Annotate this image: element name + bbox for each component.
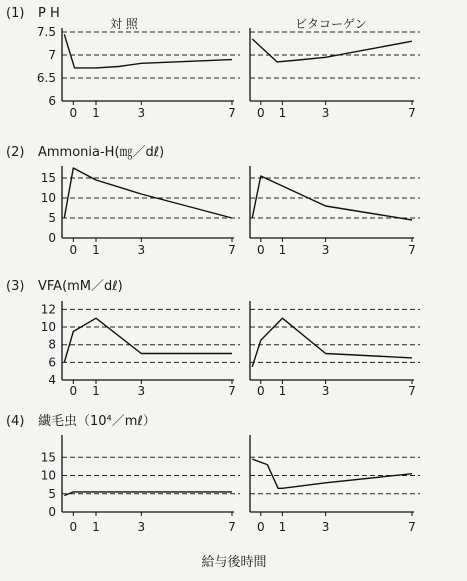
x-tick-label: 0 bbox=[69, 243, 78, 257]
panel-label: (2) bbox=[6, 145, 25, 160]
x-tick-label: 1 bbox=[92, 384, 100, 398]
x-tick-label: 3 bbox=[321, 243, 330, 257]
chart-1 bbox=[6, 6, 420, 120]
y-tick-label: 10 bbox=[40, 191, 56, 205]
x-tick-label: 0 bbox=[256, 106, 265, 120]
chart-title: P H bbox=[38, 6, 60, 21]
x-tick-label: 3 bbox=[137, 384, 146, 398]
panel-subtitle: 対 照 bbox=[110, 17, 138, 31]
panel-left bbox=[62, 301, 240, 398]
y-tick-label: 10 bbox=[40, 468, 56, 483]
series-line bbox=[252, 318, 412, 367]
series-line bbox=[64, 34, 232, 68]
x-tick-label: 0 bbox=[69, 384, 78, 398]
series-line bbox=[64, 168, 232, 218]
chart-title: Ammonia-H(㎎／dℓ) bbox=[38, 145, 165, 160]
panel-right bbox=[250, 301, 420, 398]
y-tick-label: 8 bbox=[48, 337, 56, 352]
chart-3 bbox=[6, 279, 420, 398]
panel-label: (4) bbox=[6, 414, 25, 429]
x-tick-label: 0 bbox=[256, 384, 265, 398]
x-tick-label: 0 bbox=[69, 520, 78, 534]
y-tick-label: 0 bbox=[48, 505, 56, 519]
y-tick-label: 5 bbox=[48, 211, 56, 225]
x-tick-label: 1 bbox=[278, 106, 287, 120]
panel-left bbox=[62, 166, 240, 257]
panel-label: (3) bbox=[6, 279, 25, 294]
y-tick-label: 6 bbox=[48, 94, 56, 108]
x-tick-label: 7 bbox=[408, 243, 416, 257]
x-tick-label: 0 bbox=[69, 106, 78, 120]
y-tick-label: 4 bbox=[48, 373, 56, 387]
chart-title: 繊毛虫（10⁴／mℓ） bbox=[38, 414, 156, 429]
x-tick-label: 7 bbox=[228, 520, 236, 534]
chart-4 bbox=[6, 413, 420, 534]
y-tick-label: 7.5 bbox=[36, 25, 56, 39]
y-tick-label: 6.5 bbox=[36, 71, 56, 85]
chart-title: VFA(mM／dℓ) bbox=[38, 279, 123, 294]
x-tick-label: 1 bbox=[278, 243, 287, 257]
y-tick-label: 0 bbox=[48, 231, 56, 245]
x-tick-label: 1 bbox=[278, 384, 287, 398]
series-line bbox=[252, 39, 412, 62]
x-tick-label: 7 bbox=[228, 384, 236, 398]
x-tick-label: 3 bbox=[137, 243, 146, 257]
y-tick-label: 10 bbox=[40, 320, 56, 335]
series-line bbox=[64, 318, 232, 362]
x-tick-label: 0 bbox=[256, 243, 265, 257]
y-tick-label: 15 bbox=[40, 171, 56, 185]
panel-right bbox=[250, 435, 420, 534]
panel-right bbox=[250, 17, 420, 120]
x-tick-label: 1 bbox=[278, 520, 287, 534]
x-tick-label: 3 bbox=[321, 520, 330, 534]
x-tick-label: 1 bbox=[92, 106, 100, 120]
x-tick-label: 3 bbox=[321, 106, 330, 120]
y-tick-label: 7 bbox=[48, 48, 56, 62]
y-tick-label: 15 bbox=[40, 450, 56, 465]
panel-right bbox=[250, 166, 420, 257]
y-tick-label: 5 bbox=[48, 486, 56, 501]
y-tick-label: 12 bbox=[40, 302, 56, 317]
x-tick-label: 1 bbox=[92, 243, 100, 257]
chart-2 bbox=[6, 145, 420, 257]
panel-label: (1) bbox=[6, 6, 25, 21]
y-tick-label: 6 bbox=[48, 355, 56, 370]
x-tick-label: 3 bbox=[137, 520, 146, 534]
panel-left bbox=[62, 17, 240, 120]
x-tick-label: 1 bbox=[92, 520, 100, 534]
x-tick-label: 7 bbox=[408, 384, 416, 398]
x-tick-label: 3 bbox=[321, 384, 330, 398]
x-tick-label: 7 bbox=[408, 520, 416, 534]
x-axis-title: 給与後時間 bbox=[201, 555, 267, 570]
x-tick-label: 3 bbox=[137, 106, 146, 120]
x-tick-label: 7 bbox=[408, 106, 416, 120]
x-tick-label: 7 bbox=[228, 106, 236, 120]
x-tick-label: 0 bbox=[256, 520, 265, 534]
x-tick-label: 7 bbox=[228, 243, 236, 257]
panel-subtitle: ビタコーゲン bbox=[295, 17, 367, 31]
panel-left bbox=[62, 435, 240, 534]
series-line bbox=[252, 459, 412, 488]
